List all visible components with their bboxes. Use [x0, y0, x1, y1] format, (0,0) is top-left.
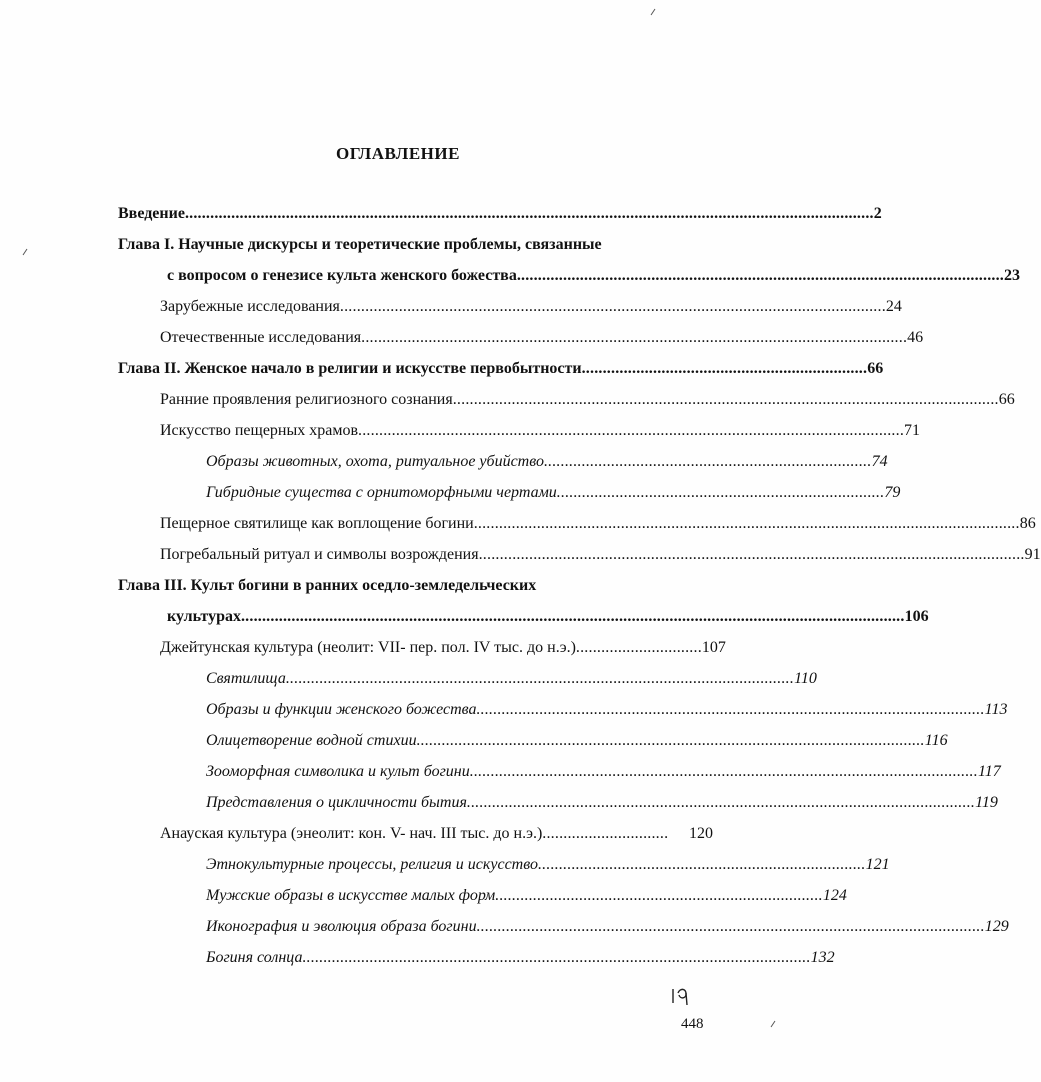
toc-entry-page: 119 — [975, 794, 998, 811]
leader-dots: ......................................................................................................................... — [302, 949, 811, 966]
leader-dots: .................................................................................................................................. — [478, 546, 1025, 563]
page-number: 448 — [681, 1016, 704, 1032]
toc-chapter-1-heading[interactable] — [118, 234, 678, 256]
toc-entry-water-element[interactable] — [206, 730, 948, 752]
page-title: ОГЛАВЛЕНИЕ — [336, 144, 460, 163]
toc-entry-page: 2 — [873, 205, 882, 222]
toc-entry-text: Погребальный ритуал и символы возрождения — [160, 546, 479, 563]
toc-entry-jeitun-culture[interactable] — [160, 637, 726, 659]
toc-entry-page: 23 — [1004, 267, 1021, 284]
toc-entry-text: Этнокультурные процессы, религия и искусство — [206, 856, 538, 873]
toc-entry-page: 74 — [871, 453, 888, 470]
toc-chapter-2-heading[interactable] — [118, 358, 884, 380]
leader-dots: .................................................................................................................................. — [358, 422, 905, 439]
toc-entry-text: Образы животных, охота, ритуальное убийство — [206, 453, 544, 470]
leader-dots: .............................. — [542, 825, 669, 842]
toc-entry-zoomorphic-symbolism[interactable] — [206, 761, 1001, 783]
toc-entry-sanctuaries[interactable] — [206, 668, 817, 690]
toc-entry-animal-images[interactable] — [206, 451, 888, 473]
toc-entry-female-deity-images[interactable] — [206, 699, 1008, 721]
toc-entry-page: 132 — [810, 949, 835, 966]
toc-entry-page: 106 — [904, 608, 929, 625]
toc-entry-text: Иконография и эволюция образа богини — [206, 918, 477, 935]
leader-dots: .............................................................................. — [543, 453, 872, 470]
leader-dots: .................................................................................................................................................................... — [184, 205, 874, 222]
toc-entry-introduction[interactable] — [118, 203, 882, 225]
toc-entry-foreign-research[interactable] — [160, 296, 902, 318]
leader-dots: ......................................................................................................................... — [469, 763, 978, 780]
toc-entry-text: культурах — [167, 608, 241, 625]
leader-dots: .............................................................................. — [556, 484, 885, 501]
toc-entry-page: 46 — [907, 329, 924, 346]
toc-entry-text: Пещерное святилище как воплощение богини — [160, 515, 474, 532]
leader-dots: .................................................................................................................................. — [452, 391, 999, 408]
toc-entry-page: 66 — [998, 391, 1015, 408]
leader-dots: ......................................................................................................................... — [476, 701, 985, 718]
scan-speck — [770, 1020, 776, 1028]
toc-entry-text: Джейтунская культура (неолит: VII- пер. пол. IV тыс. до н.э.) — [160, 639, 576, 656]
toc-entry-cave-sanctuary[interactable] — [160, 513, 1036, 535]
toc-entry-page: 107 — [701, 639, 726, 656]
toc-entry-text: Представления о цикличности бытия — [206, 794, 467, 811]
toc-entry-text: Глава II. Женское начало в религии и искусстве первобытности — [118, 360, 582, 377]
leader-dots: .................................................................................................................................. — [339, 298, 886, 315]
toc-entry-iconography[interactable] — [206, 916, 1009, 938]
toc-chapter-1-continuation[interactable] — [167, 265, 1021, 287]
toc-entry-text: Зарубежные исследования — [160, 298, 340, 315]
toc-entry-page: 116 — [924, 732, 948, 749]
leader-dots: ......................................................................................................................... — [416, 732, 925, 749]
toc-entry-page: 66 — [867, 360, 884, 377]
leader-dots: .................................................................................................................................. — [361, 329, 908, 346]
toc-entry-text: Образы и функции женского божества — [206, 701, 477, 718]
toc-entry-text: Глава I. Научные дискурсы и теоретические проблемы, связанные — [118, 236, 602, 253]
toc-entry-page: 121 — [865, 856, 890, 873]
toc-entry-page: 117 — [977, 763, 1001, 780]
toc-entry-text: Анауская культура (энеолит: кон. V- нач. III тыс. до н.э.) — [160, 825, 543, 842]
toc-entry-sun-goddess[interactable] — [206, 947, 835, 969]
toc-entry-text: Святилища — [206, 670, 286, 687]
toc-entry-page: 71 — [904, 422, 921, 439]
scan-speck — [650, 8, 656, 16]
scan-speck — [22, 248, 28, 256]
leader-dots: .................................................................... — [581, 360, 868, 377]
leader-dots: .................................................................................................................... — [516, 267, 1005, 284]
toc-entry-page: 113 — [984, 701, 1008, 718]
toc-entry-text: Отечественные исследования — [160, 329, 362, 346]
toc-entry-anau-culture[interactable] — [160, 823, 713, 845]
toc-entry-page: 129 — [984, 918, 1009, 935]
toc-entry-page: 86 — [1019, 515, 1036, 532]
toc-entry-early-religious-consciousness[interactable] — [160, 389, 1015, 411]
toc-entry-text: Глава III. Культ богини в ранних оседло-земледельческих — [118, 577, 537, 594]
toc-entry-burial-ritual[interactable] — [160, 544, 1041, 566]
toc-entry-text: Олицетворение водной стихии — [206, 732, 417, 749]
toc-chapter-3-heading[interactable] — [118, 575, 638, 597]
toc-chapter-3-continuation[interactable] — [167, 606, 929, 628]
toc-entry-cyclicity[interactable] — [206, 792, 998, 814]
leader-dots: .............................................................................................................................................................. — [240, 608, 905, 625]
toc-entry-text: Мужские образы в искусстве малых форм — [206, 887, 496, 904]
leader-dots: ......................................................................................................................... — [466, 794, 976, 811]
toc-entry-domestic-research[interactable] — [160, 327, 924, 349]
toc-entry-text: с вопросом о генезисе культа женского божества — [167, 267, 517, 284]
leader-dots: ......................................................................................................................... — [285, 670, 795, 687]
toc-entry-text: Искусство пещерных храмов — [160, 422, 359, 439]
toc-entry-text: Зооморфная символика и культ богини — [206, 763, 470, 780]
toc-entry-page: 120 — [689, 825, 713, 842]
toc-entry-page: 110 — [794, 670, 817, 687]
leader-dots: .................................................................................................................................. — [473, 515, 1020, 532]
toc-entry-text: Ранние проявления религиозного сознания — [160, 391, 453, 408]
toc-entry-cave-temple-art[interactable] — [160, 420, 921, 442]
toc-entry-page: 91 — [1024, 546, 1041, 563]
toc-entry-page: 124 — [822, 887, 847, 904]
handwritten-mark — [670, 985, 692, 1007]
toc-entry-ethnocultural-processes[interactable] — [206, 854, 890, 876]
leader-dots: ......................................................................................................................... — [476, 918, 985, 935]
toc-entry-hybrid-creatures[interactable] — [206, 482, 901, 504]
leader-dots: .............................................................................. — [495, 887, 823, 904]
leader-dots: .............................. — [575, 639, 702, 656]
toc-entry-page: 79 — [884, 484, 901, 501]
toc-entry-text: Гибридные существа с орнитоморфными чертами — [206, 484, 557, 501]
leader-dots: .............................................................................. — [537, 856, 866, 873]
toc-entry-text: Введение — [118, 205, 185, 222]
toc-entry-text: Богиня солнца — [206, 949, 303, 966]
toc-entry-male-images[interactable] — [206, 885, 847, 907]
toc-entry-page: 24 — [885, 298, 902, 315]
